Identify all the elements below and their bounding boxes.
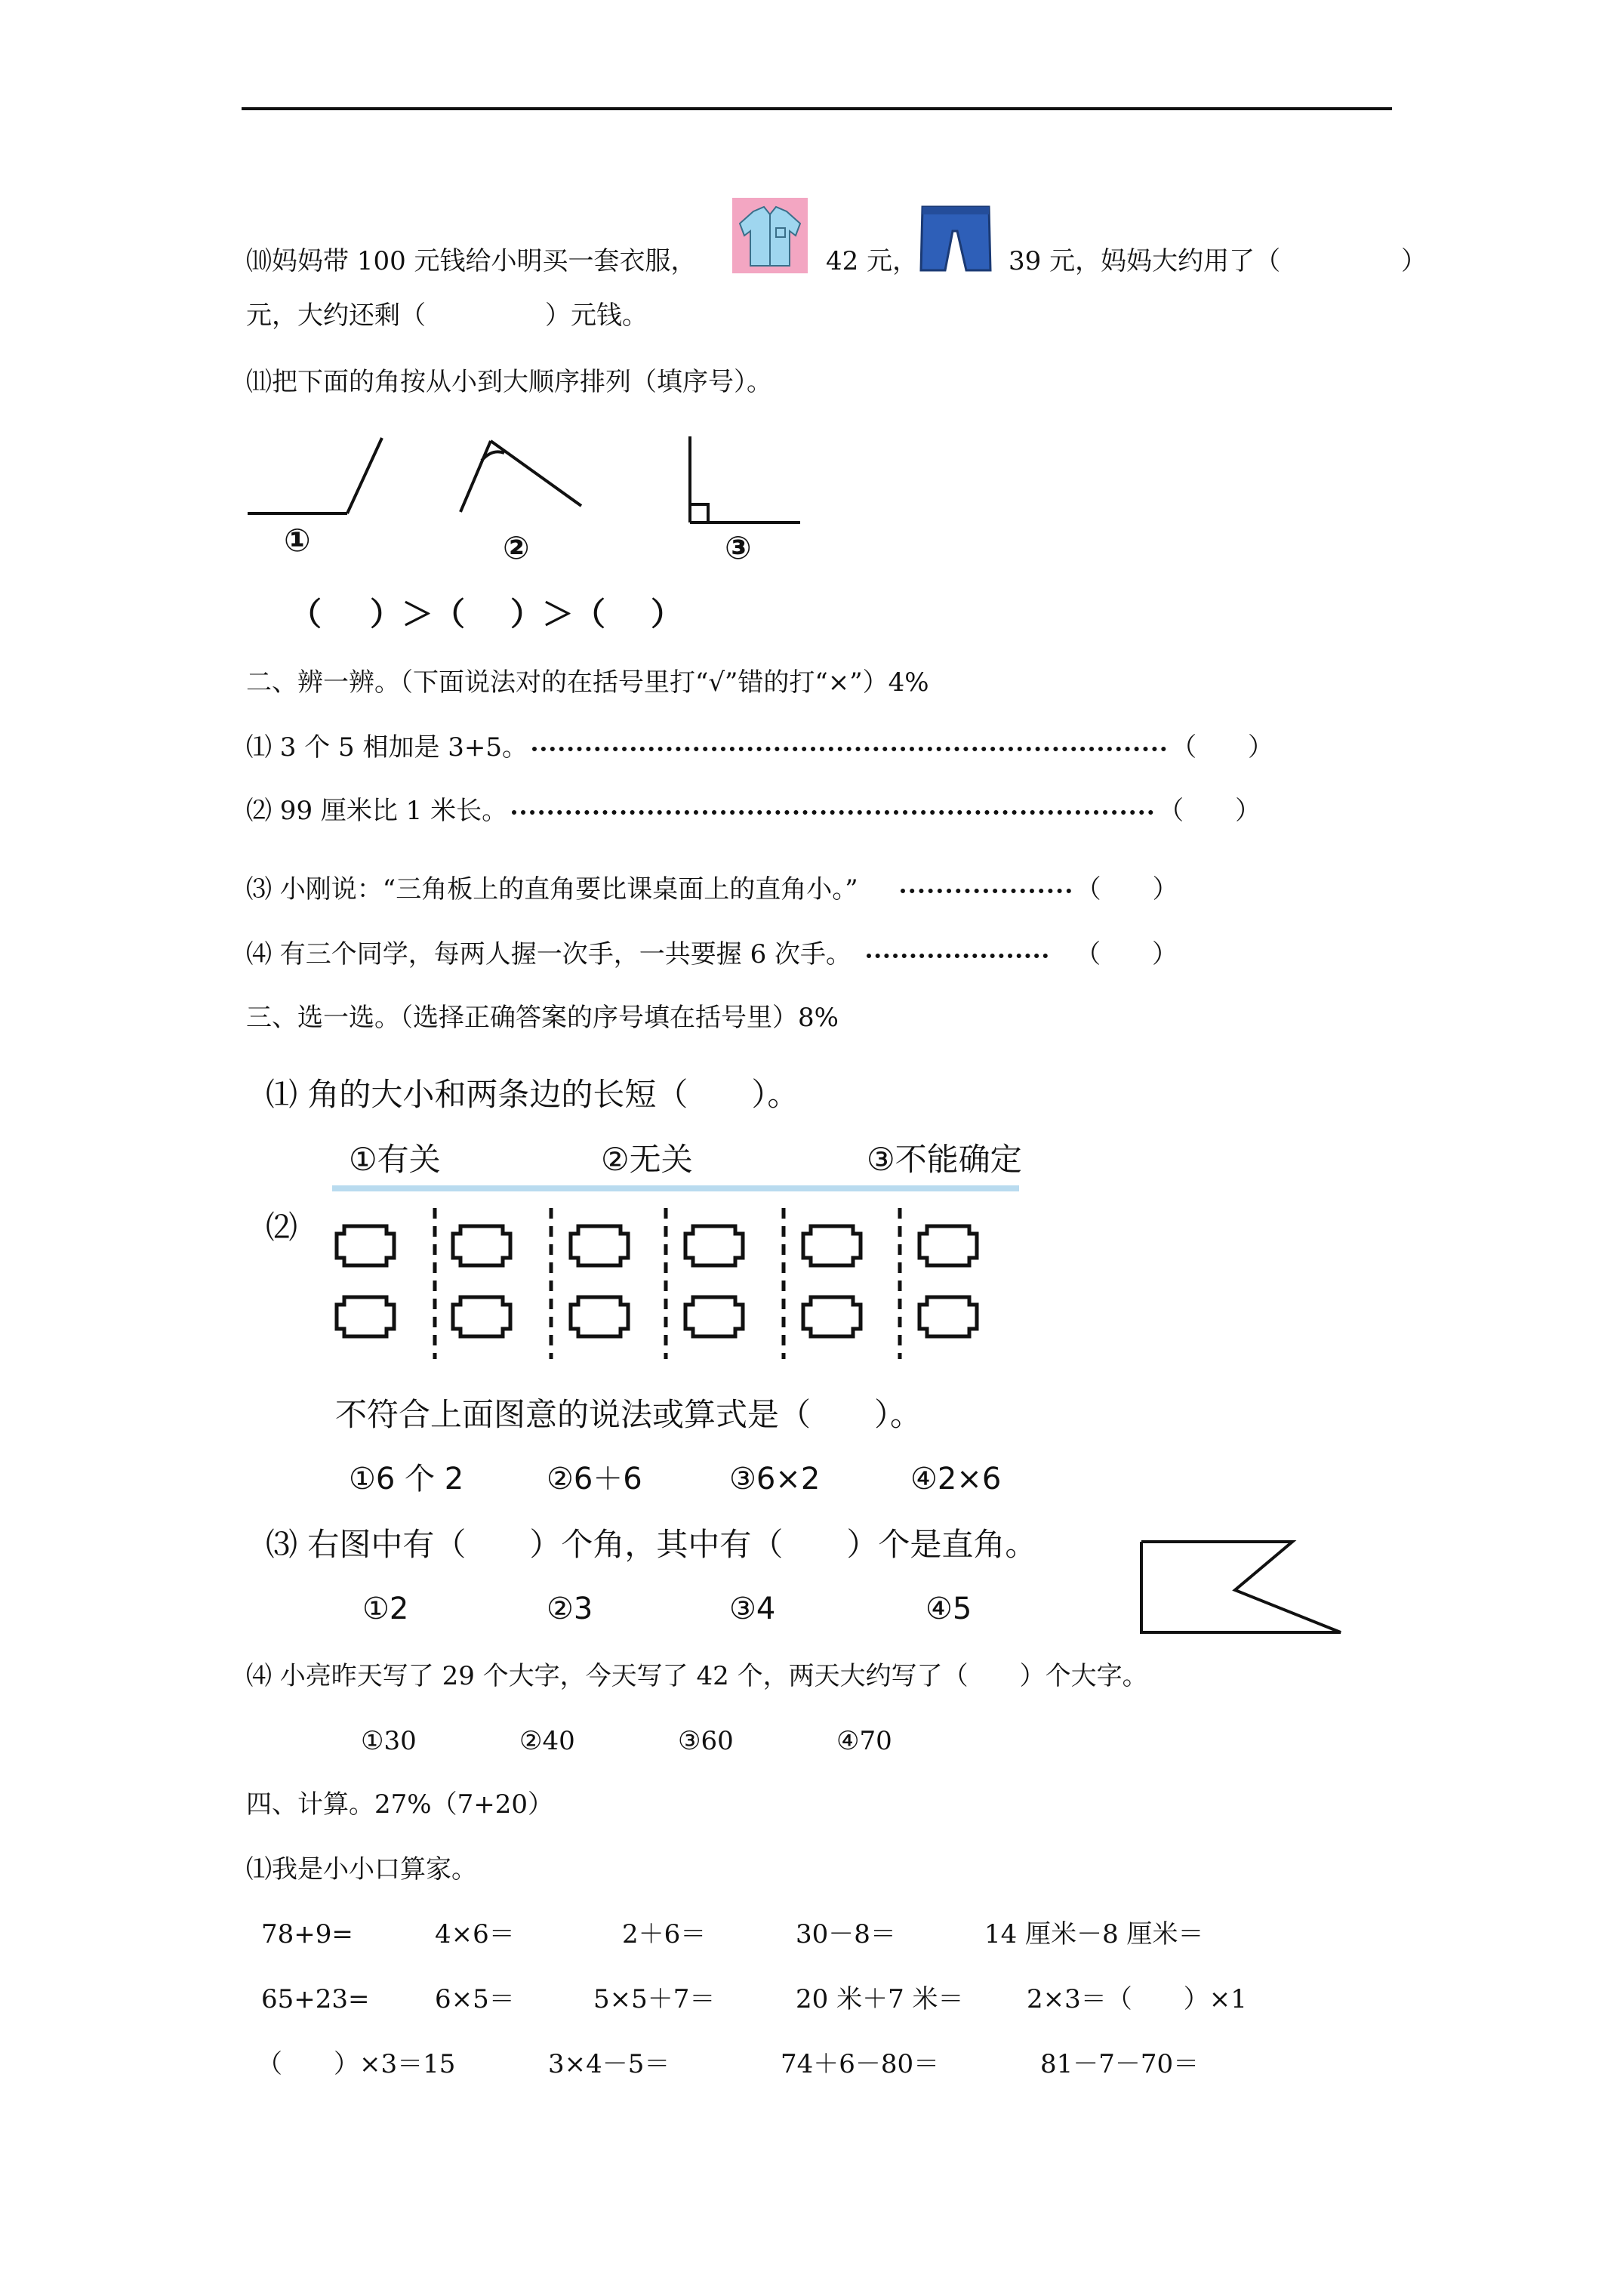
calc-r1-c4: 30－8＝ xyxy=(796,1919,896,1949)
boxes-figure xyxy=(325,1185,1019,1367)
sec2-item-1 xyxy=(246,732,1273,763)
sec2-item-2-text: ⑵ 99 厘米比 1 米长。 xyxy=(246,796,508,826)
calc-r3-c3: 74＋6－80＝ xyxy=(781,2049,940,2079)
dot-leader xyxy=(532,747,1166,751)
dot-leader xyxy=(512,810,1153,815)
sec3-q3-opt1: ①2 xyxy=(362,1592,409,1626)
sec2-item-1-text: ⑴ 3 个 5 相加是 3+5。 xyxy=(246,732,528,763)
sec2-title: 二、辨一辨。（下面说法对的在括号里打“√”错的打“×”）4% xyxy=(246,667,929,698)
angle-1 xyxy=(248,438,382,513)
sec3-q1-opt3: ③不能确定 xyxy=(867,1141,1022,1178)
sec3-q4-opt1: ①30 xyxy=(361,1726,417,1756)
calc-r3-c2: 3×4－5＝ xyxy=(548,2049,670,2079)
sec3-q2-text: 不符合上面图意的说法或算式是（ ）。 xyxy=(335,1396,922,1433)
answer-paren: （ ） xyxy=(1075,939,1178,969)
q10-close-paren: ） xyxy=(1401,246,1427,276)
calc-r2-c5: 2×3＝（ ）×1 xyxy=(1027,1984,1247,2014)
flag-shape-figure xyxy=(1137,1536,1348,1638)
sec3-q2-opt2: ②6＋6 xyxy=(547,1462,642,1496)
answer-paren: （ ） xyxy=(1171,732,1274,763)
sec2-item-4-text: ⑷ 有三个同学，每两人握一次手，一共要握 6 次手。 xyxy=(246,939,852,969)
dot-leader xyxy=(901,889,1071,893)
sec2-item-3-text: ⑶ 小刚说：“三角板上的直角要比课桌面上的直角小。” xyxy=(246,874,858,905)
order-paren-1: （ xyxy=(290,596,322,633)
angle-label-3: ③ xyxy=(725,529,752,566)
sec3-q1-opt1: ①有关 xyxy=(349,1141,441,1178)
q10-line2-end: ）元钱。 xyxy=(545,300,648,331)
calc-r2-c2: 6×5＝ xyxy=(435,1984,515,2014)
sec2-item-2 xyxy=(246,796,1261,826)
sec3-q4-opt3: ③60 xyxy=(678,1726,734,1756)
sec3-q2-opt1: ①6 个 2 xyxy=(349,1462,464,1496)
order-paren-2: ）＞（ xyxy=(370,596,466,633)
sec3-q1-opt2: ②无关 xyxy=(601,1141,693,1178)
order-paren-3: ）＞（ xyxy=(510,596,606,633)
pants-icon xyxy=(916,202,995,275)
dot-leader xyxy=(867,954,1048,958)
sec3-q2-label: ⑵ xyxy=(266,1209,298,1246)
shirt-icon xyxy=(732,198,808,273)
sec3-q3-opt3: ③4 xyxy=(729,1592,776,1626)
sec3-q4-opt2: ②40 xyxy=(519,1726,575,1756)
angle-label-2: ② xyxy=(503,529,530,566)
answer-paren: （ ） xyxy=(1075,874,1178,905)
answer-paren: （ ） xyxy=(1158,796,1261,826)
sec4-sub1: ⑴我是小小口算家。 xyxy=(246,1854,477,1885)
q10-line1: ⑽妈妈带 100 元钱给小明买一套衣服， xyxy=(246,246,697,276)
calc-r1-c2: 4×6＝ xyxy=(435,1919,515,1949)
sec2-item-4 xyxy=(246,939,1178,969)
q10-price1: 42 元， xyxy=(826,246,919,276)
sec3-q3-text: ⑶ 右图中有（ ）个角，其中有（ ）个是直角。 xyxy=(266,1526,1037,1563)
calc-r3-c4: 81－7－70＝ xyxy=(1040,2049,1200,2079)
calc-r1-c5: 14 厘米－8 厘米＝ xyxy=(984,1919,1204,1949)
sec2-item-3 xyxy=(246,874,1178,905)
q10-price2: 39 元，妈妈大约用了（ xyxy=(1009,246,1281,276)
sec3-q2-opt3: ③6×2 xyxy=(729,1462,821,1496)
header-rule xyxy=(242,107,1392,110)
calc-r2-c4: 20 米＋7 米＝ xyxy=(796,1984,964,2014)
calc-r1-c1: 78+9= xyxy=(261,1919,353,1949)
calc-r3-c1: （ ）×3＝15 xyxy=(257,2049,456,2079)
sec3-q1-text: ⑴ 角的大小和两条边的长短（ ）。 xyxy=(266,1076,799,1113)
q11-title: ⑾把下面的角按从小到大顺序排列（填序号）。 xyxy=(246,367,772,397)
sec3-q4-text: ⑷ 小亮昨天写了 29 个大字，今天写了 42 个，两天大约写了（ ）个大字。 xyxy=(246,1661,1148,1691)
angle-label-1: ① xyxy=(284,522,311,559)
sec3-title: 三、选一选。（选择正确答案的序号填在括号里）8% xyxy=(246,1003,839,1033)
sec3-q3-opt4: ④5 xyxy=(925,1592,972,1626)
calc-r2-c1: 65+23= xyxy=(261,1984,370,2014)
angle-3 xyxy=(690,436,800,522)
calc-r2-c3: 5×5＋7＝ xyxy=(593,1984,716,2014)
q10-line2: 元，大约还剩（ xyxy=(246,300,426,331)
order-paren-4: ） xyxy=(651,596,683,633)
sec3-q2-opt4: ④2×6 xyxy=(910,1462,1002,1496)
sec3-q3-opt2: ②3 xyxy=(547,1592,593,1626)
sec3-q4-opt4: ④70 xyxy=(836,1726,892,1756)
sec4-title: 四、计算。27%（7+20） xyxy=(246,1789,553,1820)
angle-2 xyxy=(460,441,581,512)
calc-r1-c3: 2＋6＝ xyxy=(622,1919,707,1949)
